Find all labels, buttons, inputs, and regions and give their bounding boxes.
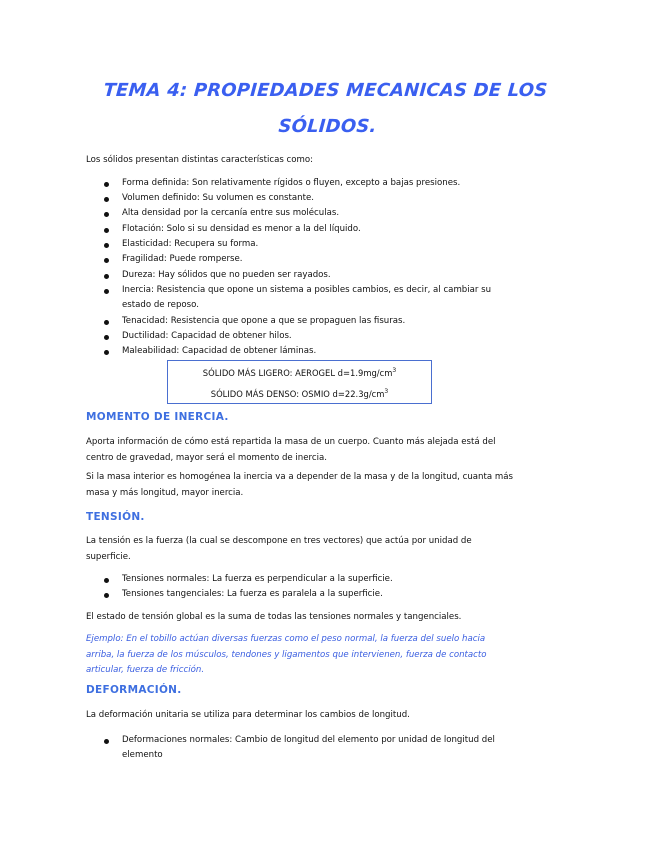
list-item: Tensiones normales: La fuerza es perpendicular a la superficie.: [122, 574, 393, 584]
tension-paragraph-2: El estado de tensión global es la suma de todas las tensiones normales y tangenciales.: [86, 612, 462, 622]
bullet-icon: [104, 593, 109, 598]
list-item: Elasticidad: Recupera su forma.: [122, 239, 259, 249]
list-item: Flotación: Solo si su densidad es menor a la del líquido.: [122, 224, 361, 234]
list-item: Deformaciones normales: Cambio de longitud del elemento por unidad de longitud del elemento: [122, 735, 495, 761]
densest-solid-text: SÓLIDO MÁS DENSO: OSMIO d=22.3g/cm: [210, 388, 385, 399]
tension-paragraph-1: La tensión es la fuerza (la cual se descompone en tres vectores) que actúa por unidad de superficie.: [86, 536, 472, 562]
list-item: Tenacidad: Resistencia que opone a que se propaguen las fisuras.: [122, 316, 406, 326]
list-item: Fragilidad: Puede romperse.: [122, 254, 243, 264]
bullet-icon: [104, 320, 109, 325]
bullet-icon: [104, 274, 109, 279]
list-item: Volumen definido: Su volumen es constante.: [122, 193, 314, 203]
list-item: Ductilidad: Capacidad de obtener hilos.: [122, 331, 292, 341]
bullet-icon: [104, 335, 109, 340]
bullet-icon: [104, 739, 109, 744]
bullet-icon: [104, 243, 109, 248]
densest-exponent: 3: [384, 388, 389, 395]
inertia-paragraph-1: Aporta información de cómo está repartida la masa de un cuerpo. Cuanto más alejada está del centro de gravedad, mayor será el momento de inercia.: [86, 437, 496, 463]
list-item: Tensiones tangenciales: La fuerza es paralela a la superficie.: [122, 589, 383, 599]
bullet-icon: [104, 258, 109, 263]
list-item: Alta densidad por la cercanía entre sus moléculas.: [122, 208, 340, 218]
tension-example: Ejemplo: En el tobillo actúan diversas fuerzas como el peso normal, la fuerza del suelo hacia arriba, la fuerza de los músculos, tendones y ligamentos que intervienen, fuerza de contacto articular, fuerza de fricción.: [86, 634, 487, 675]
density-box: [167, 360, 432, 404]
deformation-heading: DEFORMACIÓN.: [86, 684, 182, 696]
bullet-icon: [104, 182, 109, 187]
densest-solid: [168, 388, 431, 399]
lightest-exponent: 3: [392, 367, 397, 374]
bullet-icon: [104, 212, 109, 217]
tension-heading: TENSIÓN.: [86, 511, 145, 523]
bullet-icon: [104, 228, 109, 233]
lightest-solid: [168, 367, 431, 378]
inertia-heading: MOMENTO DE INERCIA.: [86, 411, 229, 423]
bullet-icon: [104, 197, 109, 202]
bullet-icon: [104, 289, 109, 294]
lightest-solid-text: SÓLIDO MÁS LIGERO: AEROGEL d=1.9mg/cm: [202, 367, 393, 378]
list-item: Inercia: Resistencia que opone un sistema a posibles cambios, es decir, al cambiar su estado de reposo.: [122, 285, 492, 311]
intro-text: Los sólidos presentan distintas características como:: [86, 155, 314, 165]
list-item: Dureza: Hay sólidos que no pueden ser rayados.: [122, 270, 331, 280]
list-item: Maleabilidad: Capacidad de obtener láminas.: [122, 346, 317, 356]
list-item: Forma definida: Son relativamente rígidos o fluyen, excepto a bajas presiones.: [122, 178, 461, 188]
page-title-line-1: TEMA 4: PROPIEDADES MECANICAS DE LOS: [102, 80, 549, 101]
page-title-line-2: SÓLIDOS.: [277, 116, 378, 137]
bullet-icon: [104, 578, 109, 583]
deformation-paragraph-1: La deformación unitaria se utiliza para determinar los cambios de longitud.: [86, 710, 410, 720]
bullet-icon: [104, 350, 109, 355]
inertia-paragraph-2: Si la masa interior es homogénea la inercia va a depender de la masa y de la longitud, cuanta más masa y más longitud, mayor inercia.: [86, 472, 513, 498]
